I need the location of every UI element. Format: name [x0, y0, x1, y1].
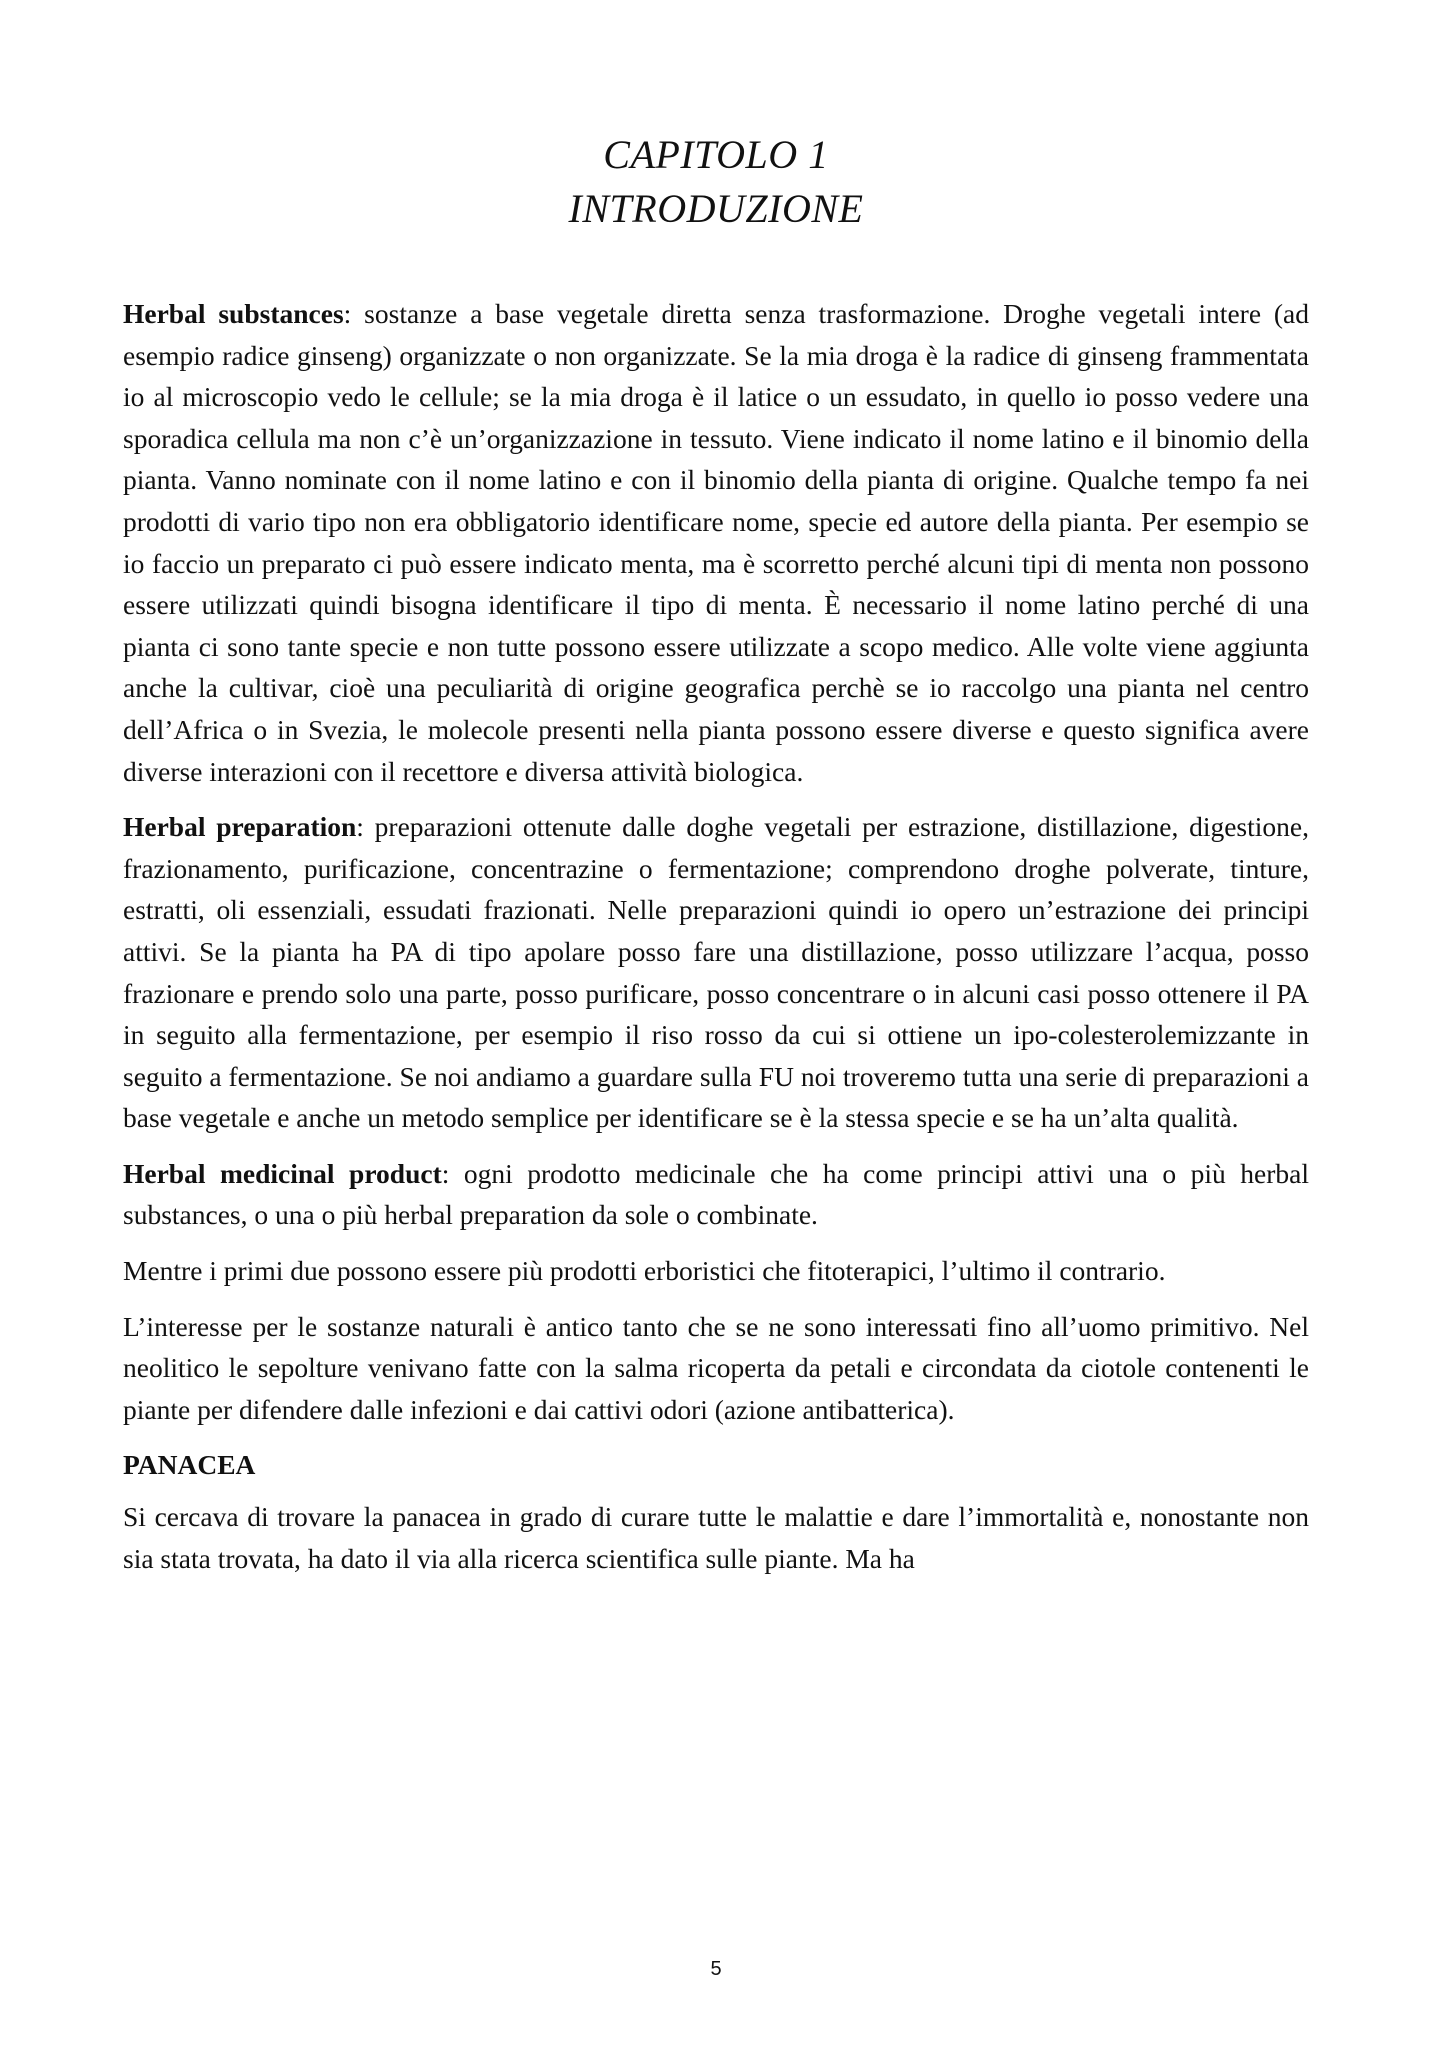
chapter-heading	[0, 128, 1432, 236]
paragraph-panacea	[123, 1496, 1309, 1579]
paragraph-text: Si cercava di trovare la panacea in grado di curare tutte le malattie e dare l’immortalità e, nonostante non sia stata trovata, ha dato il via alla ricerca scientifica sulle piante. Ma ha	[123, 1501, 1309, 1574]
page-number: 5	[710, 1958, 722, 1980]
term-herbal-medicinal-product: Herbal medicinal product	[123, 1157, 442, 1189]
paragraph-comparison	[123, 1250, 1309, 1292]
term-herbal-substances: Herbal substances	[123, 298, 344, 329]
paragraph-text: : sostanze a base vegetale diretta senza trasformazione. Droghe vegetali intere (ad esempio radice ginseng) organizzate o non organizzate. Se la mia droga è la radice di ginseng frammentata io al microscopio vedo le cellule; se la mia droga è il latice o un essudato, in quello io posso vedere una sporadica cellula ma non c’è un’organizzazione in tessuto. Viene indicato il nome latino e il binomio della pianta. Vanno nominate con il nome latino e con il binomio della pianta di origine. Qualche tempo fa nei prodotti di vario tipo non era obbligatorio identificare nome, specie ed autore della pianta. Per esempio se io faccio un preparato ci può essere indicato menta, ma è scorretto perché alcuni tipi di menta non possono essere utilizzati quindi bisogna identificare il tipo di menta. È necessario il nome latino perché di una pianta ci sono tante specie e non tutte possono essere utilizzate a scopo medico. Alle volte viene aggiunta anche la cultivar, cioè una peculiarità di origine geografica perchè se io raccolgo una pianta nel centro dell’Africa o in Svezia, le molecole presenti nella pianta possono essere diverse e questo significa avere diverse interazioni con il recettore e diversa attività biologica.	[123, 298, 1310, 787]
section-title-panacea: PANACEA	[123, 1449, 256, 1481]
paragraph-text: : ogni prodotto medicinale che ha come principi attivi una o più herbal substances, o una o più herbal preparation da sole o combinate.	[123, 1157, 1309, 1231]
chapter-number: CAPITOLO 1	[603, 132, 829, 177]
paragraph-herbal-medicinal-product	[123, 1153, 1309, 1236]
paragraph-herbal-substances	[123, 293, 1309, 792]
chapter-title: INTRODUZIONE	[568, 186, 864, 231]
body-text	[123, 293, 1309, 1593]
term-herbal-preparation: Herbal preparation	[123, 811, 357, 843]
paragraph-history	[123, 1306, 1309, 1431]
paragraph-herbal-preparation	[123, 806, 1309, 1139]
paragraph-text: : preparazioni ottenute dalle doghe vegetali per estrazione, distillazione, digestione, frazionamento, purificazione, concentrazine o fermentazione; comprendono droghe polverate, tinture, estratti, oli essenziali, essudati frazionati. Nelle preparazioni quindi io opero un’estrazione dei principi attivi. Se la pianta ha PA di tipo apolare posso fare una distillazione, posso utilizzare l’acqua, posso frazionare e prendo solo una parte, posso purificare, posso concentrare o in alcuni casi posso ottenere il PA in seguito alla fermentazione, per esempio il riso rosso da cui si ottiene un ipo-colesterolemizzante in seguito a fermentazione. Se noi andiamo a guardare sulla FU noi troveremo tutta una serie di preparazioni a base vegetale e anche un metodo semplice per identificare se è la stessa specie e se ha un’alta qualità.	[123, 811, 1309, 1134]
paragraph-text: Mentre i primi due possono essere più prodotti erboristici che fitoterapici, l’ultimo il contrario.	[123, 1255, 1166, 1287]
paragraph-text: L’interesse per le sostanze naturali è antico tanto che se ne sono interessati fino all’uomo primitivo. Nel neolitico le sepolture venivano fatte con la salma ricoperta da petali e circondata da ciotole contenenti le piante per difendere dalle infezioni e dai cattivi odori (azione antibatterica).	[123, 1310, 1309, 1425]
